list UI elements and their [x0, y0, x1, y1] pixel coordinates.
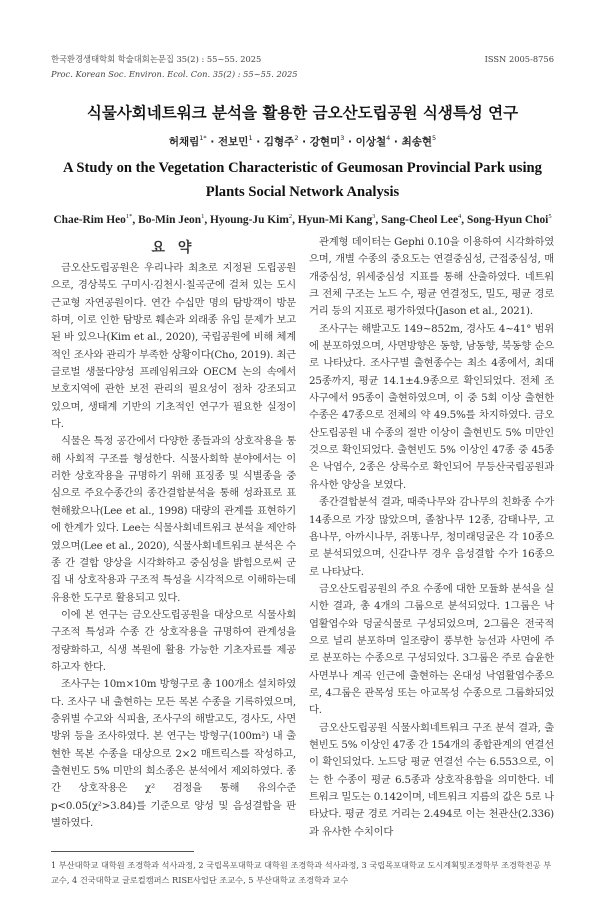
- left-column: [51, 234, 296, 841]
- author-name: 전보민: [218, 136, 249, 148]
- journal-citation-ko: 한국환경생태학회 학술대회논문집 35(2) : 55~55. 2025: [51, 54, 262, 64]
- author-name: 강현미: [309, 136, 341, 148]
- author-name: 허채림: [168, 136, 200, 148]
- author-affiliation-mark: 2: [288, 213, 293, 220]
- author-separator: ·: [206, 136, 218, 148]
- title-english: A Study on the Vegetation Characteristic of Geumosan Provincial Park using Plants Social Network Analysis: [63, 160, 542, 200]
- author-affiliation-mark: 5: [432, 134, 437, 142]
- paragraph: 이에 본 연구는 금오산도립공원을 대상으로 식물사회 구조적 특성과 수종 간 상호작용을 규명하여 관계성을 정량화하고, 식생 복원에 활용 가능한 기초자료를 제공하고자 한다.: [51, 608, 296, 673]
- author-name: Hyoung-Ju Kim: [210, 214, 289, 226]
- author-name: Hyun-Mi Kang: [297, 214, 373, 226]
- author-affiliation-mark: 3: [340, 134, 345, 142]
- journal-citation-en: Proc. Korean Soc. Environ. Ecol. Con. 35(2) : 55~55. 2025: [51, 69, 298, 79]
- author-name: Sang-Cheol Lee: [381, 214, 458, 226]
- author-name: Song-Hyun Choi: [466, 214, 549, 226]
- footnote-divider: [51, 851, 194, 852]
- author-separator: ,: [132, 214, 139, 226]
- author-separator: ·: [344, 136, 356, 148]
- author-affiliation-mark: 1*: [125, 213, 133, 220]
- right-column: [309, 234, 554, 841]
- running-header: [51, 52, 554, 67]
- abstract-heading: 요 약: [151, 240, 196, 256]
- author-separator: ·: [390, 136, 402, 148]
- author-affiliation-mark: 1: [248, 134, 253, 142]
- author-affiliation-mark: 1: [201, 213, 205, 220]
- issn: ISSN 2005-8756: [484, 54, 554, 64]
- author-separator: ,: [204, 214, 211, 226]
- author-name: Bo-Min Jeon: [138, 214, 202, 226]
- authors-english: [51, 212, 554, 228]
- authors-korean: [51, 134, 554, 150]
- paragraph: 조사구는 10m×10m 방형구로 총 100개소 설치하였다. 조사구 내 출현하는 모든 목본 수종을 기록하였으며, 층위별 수고와 식피율, 조사구의 해발고도, 경사도, 사면방위 등을 조사하였다. 본 연구는 방형구(100m²) 내 출현한 목본 수종을 대상으로 2×2 매트릭스를 작성하고, 출현빈도 5% 미만의 희소종은 분석에서 제외하였다. 종간 상호작용은 χ² 검정을 통해 유의수준 p<0.05(χ²>3.84)를 기준으로 양성 및 음성결합을 판별하였다.: [51, 678, 296, 829]
- footnote-affiliations: 1 부산대학교 대학원 조경학과 석사과정, 2 국립목포대학교 대학원 조경학과 석사과정, 3 국립목포대학교 도시계획및조경학부 조경학전공 부교수, 4 건국대학교 글로컬캠퍼스 RISE사업단 조교수, 5 부산대학교 조경학과 교수: [51, 860, 552, 886]
- author-name: Chae-Rim Heo: [53, 214, 126, 226]
- author-name: 최송현: [401, 136, 432, 148]
- author-affiliation-mark: 4: [386, 134, 391, 142]
- paragraph: 종간결합분석 결과, 때죽나무와 감나무의 친화종 수가 14종으로 가장 많았으며, 졸참나무 12종, 감태나무, 고욤나무, 아까시나무, 쥐똥나무, 청미래덩굴은 각 10종으로 분석되었으며, 신갈나무 경우 음성결합 수가 16종으로 나타났다.: [309, 496, 554, 578]
- paragraph: 금오산도립공원은 우리나라 최초로 지정된 도립공원으로, 경상북도 구미시·김천시·칠곡군에 걸쳐 있는 도시근교형 자연공원이다. 연간 수십만 명의 탐방객이 방문하며, 이로 인한 탐방로 훼손과 외래종 유입 문제가 보고된 바 있으나(Kim et al., 2020), 국립공원에 비해 체계적인 조사와 관리가 부족한 상황이다(Cho, 2019). 최근 글로벌 생물다양성 프레임워크와 OECM 논의 속에서 보호지역에 관한 보전 관리의 필요성이 점차 강조되고 있으며, 생태계 기반의 기초적인 연구가 필요한 실정이다.: [51, 262, 296, 431]
- paragraph: 식물은 특정 공간에서 다양한 종들과의 상호작용을 통해 사회적 구조를 형성한다. 식물사회학 분야에서는 이러한 상호작용을 규명하기 위해 표징종 및 식별종을 중심으로 주요수종간의 종간결합분석을 통해 성좌표로 표현해왔으나(Lee et al., 1998) 대량의 관계를 표현하기에 한계가 있다. Lee는 식물사회네트워크 분석을 제안하였으며(Lee et al., 2020), 식물사회네트워크 분석은 수종 간 결합 양상을 시각화하고 중심성을 밝힘으로써 군집 내 상호작용과 구조적 특성을 시각적으로 이해하는데 유용한 도구로 활용되고 있다.: [51, 435, 296, 604]
- author-affiliation-mark: 4: [458, 213, 462, 220]
- author-separator: ,: [461, 214, 467, 226]
- paragraph: 조사구는 해발고도 149~852m, 경사도 4~41° 범위에 분포하였으며, 사면방향은 동향, 남동향, 북동향 순으로 나타났다. 조사구별 출현종수는 최소 4종에서, 최대 25종까지, 평균 14.1±4.9종으로 확인되었다. 전체 조사구에서 95종이 출현하였으며, 이 중 5회 이상 출현한 수종은 47종으로 전체의 약 49.5%를 차지하였다. 금오산도립공원 내 수종의 절반 이상이 출현빈도 5% 미만인 것으로 확인되었다. 출현빈도 5% 이상인 47종 중 45종은 낙엽수, 2종은 상록수로 확인되어 무등산국립공원과 유사한 양상을 보였다.: [309, 322, 554, 491]
- author-name: 이상철: [355, 136, 387, 148]
- author-separator: ·: [252, 136, 264, 148]
- body-columns: [51, 234, 554, 841]
- author-separator: ,: [375, 214, 382, 226]
- paragraph: 관계형 데이터는 Gephi 0.10을 이용하여 시각화하였으며, 개별 수종의 중요도는 연결중심성, 근접중심성, 매개중심성, 위세중심성 지표를 통해 산출하였다. 네트워크 전체 구조는 노드 수, 평균 연결정도, 밀도, 평균 경로 거리 등의 지표로 평가하였다(Jason et al., 2021).: [309, 236, 554, 318]
- paragraph: 금오산도립공원의 주요 수종에 대한 모듈화 분석을 실시한 결과, 총 4개의 그룹으로 분석되었다. 1그룹은 낙엽활엽수와 덩굴식물로 구성되었으며, 2그룹은 전국적으로 널리 분포하며 일조량이 풍부한 능선과 사면에 주로 분포하는 수종으로 구성되었다. 3그룹은 주로 습윤한 사면부나 계곡 인근에 출현하는 온대성 낙엽활엽수종으로, 4그룹은 관목성 또는 아교목성 수종으로 그룹화되었다.: [309, 582, 554, 717]
- author-affiliation-mark: 2: [294, 134, 299, 142]
- author-name: 김형주: [263, 136, 295, 148]
- author-separator: ·: [298, 136, 310, 148]
- author-affiliation-mark: 5: [548, 213, 552, 220]
- author-affiliation-mark: 3: [372, 213, 376, 220]
- author-separator: ,: [292, 214, 298, 226]
- paragraph: 금오산도립공원 식물사회네트워크 구조 분석 결과, 출현빈도 5% 이상인 47종 간 154개의 종합관계의 연결선이 확인되었다. 노드당 평균 연결선 수는 6.553으로, 이는 한 수종이 평균 6.5종과 상호작용함을 의미한다. 네트워크 밀도는 0.142이며, 네트워크 지름의 값은 5로 나타났다. 평균 경로 거리는 2.494로 이는 천관산(2.336)과 유사한 수치이다: [309, 721, 554, 838]
- author-affiliation-mark: 1*: [199, 134, 207, 142]
- title-korean: 식물사회네트워크 분석을 활용한 금오산도립공원 식생특성 연구: [86, 104, 519, 122]
